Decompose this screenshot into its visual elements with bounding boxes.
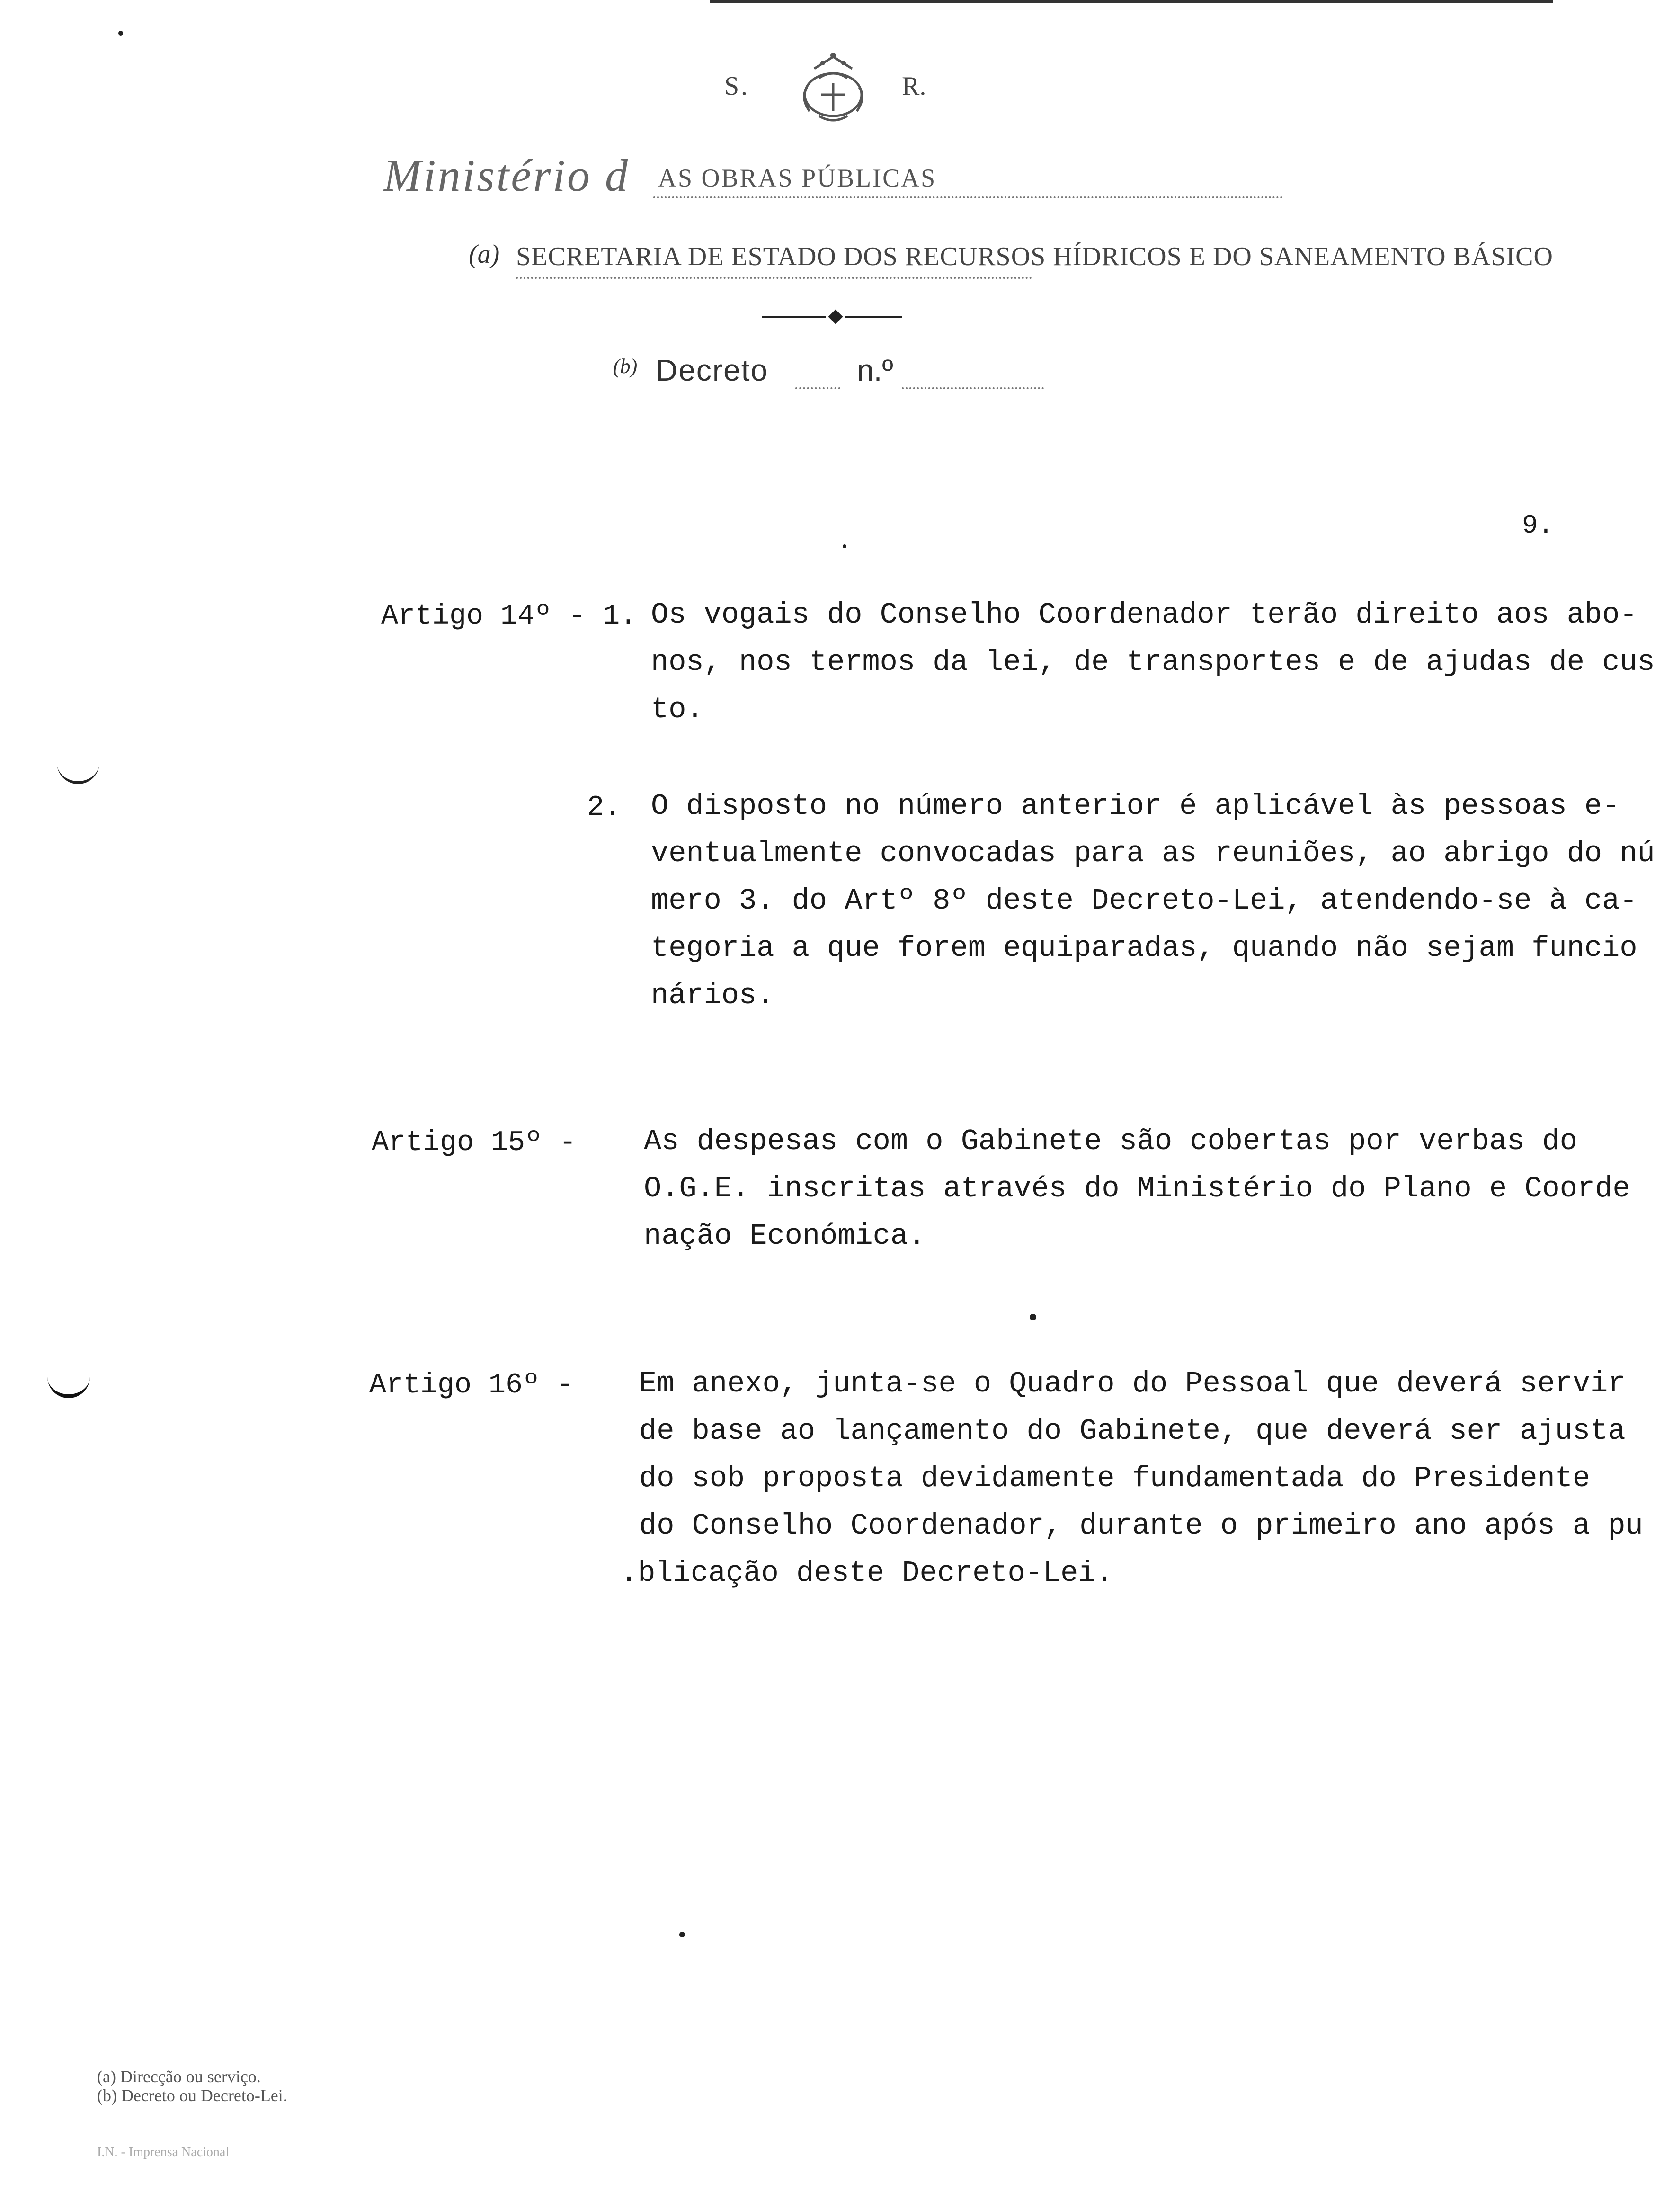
- article-14-item-2-line-4: tegoria a que forem equiparadas, quando não sejam funcio: [651, 931, 1637, 965]
- header-left-letter: S.: [724, 71, 750, 101]
- article-15-label: Artigo 15º -: [372, 1127, 577, 1159]
- ornament-line-right: [845, 316, 902, 318]
- article-15-line-3: nação Económica.: [644, 1219, 926, 1253]
- article-14-line-3: to.: [651, 693, 704, 726]
- ministry-title: Ministério d: [383, 150, 630, 201]
- punch-hole-mark: [47, 1373, 90, 1398]
- top-edge-rule: [710, 0, 1553, 3]
- printer-imprint: I.N. - Imprensa Nacional: [97, 2145, 230, 2159]
- article-16-line-5: .blicação deste Decreto-Lei.: [620, 1556, 1113, 1590]
- scan-speck: [1030, 1314, 1036, 1320]
- article-15-line-2: O.G.E. inscritas através do Ministério do Plano e Coorde: [644, 1172, 1630, 1205]
- secretaria-name: SECRETARIA DE ESTADO DOS RECURSOS HÍDRICOS E DO SANEAMENTO BÁSICO: [516, 242, 1553, 271]
- ornament-diamond: [828, 309, 843, 324]
- ministry-name: AS OBRAS PÚBLICAS: [658, 164, 937, 192]
- article-14-line-1: Os vogais do Conselho Coordenador terão direito aos abo-: [651, 598, 1637, 632]
- article-16-line-3: do sob proposta devidamente fundamentada do Presidente: [639, 1462, 1591, 1495]
- decree-label: Decreto: [656, 353, 769, 387]
- scan-speck: [679, 1932, 685, 1937]
- decree-marker: (b): [613, 355, 638, 378]
- coat-of-arms-icon: [786, 50, 881, 125]
- article-16-line-1: Em anexo, junta-se o Quadro do Pessoal que deverá servir: [639, 1367, 1626, 1400]
- article-14-item-2-line-1: O disposto no número anterior é aplicável às pessoas e-: [651, 789, 1620, 823]
- article-14-item-2-line-3: mero 3. do Artº 8º deste Decreto-Lei, atendendo-se à ca-: [651, 884, 1637, 918]
- ministry-dotted-line: [653, 196, 1283, 198]
- secretaria-dotted-line: [516, 277, 1032, 279]
- punch-hole-mark: [57, 758, 99, 784]
- article-14-item-2-line-5: nários.: [651, 979, 774, 1012]
- decree-number-blank: [902, 387, 1044, 389]
- article-14-label: Artigo 14º - 1.: [381, 600, 637, 633]
- scan-speck: [843, 544, 846, 548]
- article-16-line-2: de base ao lançamento do Gabinete, que deverá ser ajusta: [639, 1414, 1626, 1448]
- footnote-b: (b) Decreto ou Decreto-Lei.: [97, 2086, 287, 2105]
- page-number: 9.: [1522, 510, 1554, 541]
- article-14-line-2: nos, nos termos da lei, de transportes e de ajudas de cus: [651, 645, 1655, 679]
- article-15-line-1: As despesas com o Gabinete são cobertas por verbas do: [644, 1124, 1577, 1158]
- decree-type-blank: [795, 387, 840, 389]
- secretaria-marker: (a): [469, 240, 500, 269]
- article-16-line-4: do Conselho Coordenador, durante o primeiro ano após a pu: [639, 1509, 1643, 1543]
- article-14-item-2-line-2: ventualmente convocadas para as reuniões, ao abrigo do nú: [651, 837, 1655, 870]
- scan-speck: [118, 31, 123, 36]
- header-right-letter: R.: [902, 71, 926, 101]
- footnote-a: (a) Direcção ou serviço.: [97, 2067, 261, 2086]
- article-14-item-2-label: 2.: [587, 792, 622, 824]
- article-16-label: Artigo 16º -: [369, 1369, 574, 1401]
- ornament-line-left: [762, 316, 826, 318]
- decree-number-label: n.º: [857, 353, 893, 387]
